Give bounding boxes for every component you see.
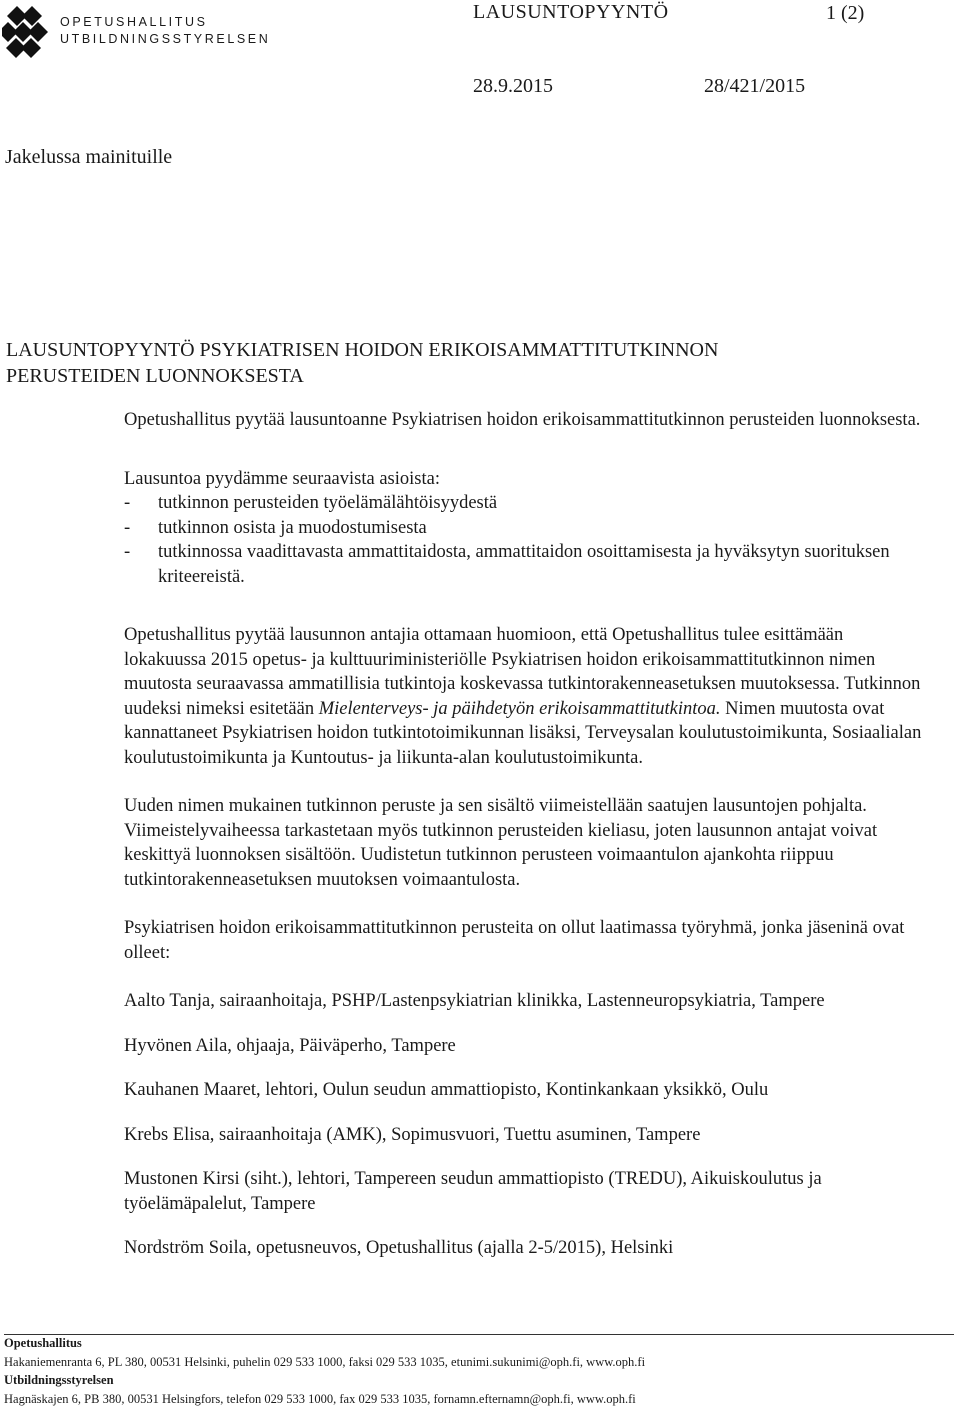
document-type: LAUSUNTOPYYNTÖ: [473, 1, 669, 24]
rename-paragraph: [124, 623, 924, 770]
member-entry: Nordström Soila, opetusneuvos, Opetushallitus (ajalla 2-5/2015), Helsinki: [124, 1236, 924, 1261]
recipient: Jakelussa mainituille: [5, 146, 172, 169]
member-entry: Hyvönen Aila, ohjaaja, Päiväperho, Tampere: [124, 1034, 924, 1059]
member-entry: Aalto Tanja, sairaanhoitaja, PSHP/Lastenpsykiatrian klinikka, Lastenneuropsykiatria, Tampere: [124, 989, 924, 1014]
footer-address-fi: Hakaniemenranta 6, PL 380, 00531 Helsinki, puhelin 029 533 1000, faksi 029 533 1035, etunimi.sukunimi@oph.fi, www.oph.fi: [4, 1353, 954, 1372]
title-line: LAUSUNTOPYYNTÖ PSYKIATRISEN HOIDON ERIKOISAMMATTITUTKINNON: [6, 337, 906, 363]
organization-name-fi: OPETUSHALLITUS: [60, 14, 270, 31]
document-body: [124, 408, 924, 1281]
intro-paragraph: Opetushallitus pyytää lausuntoanne Psykiatrisen hoidon erikoisammattitutkinnon perusteiden luonnoksesta.: [124, 408, 924, 433]
footer-divider: [4, 1334, 954, 1335]
opetushallitus-logo: [2, 4, 56, 64]
organization-name: [60, 14, 270, 48]
reference-number: 28/421/2015: [704, 75, 805, 98]
page-number: 1 (2): [826, 2, 864, 25]
new-degree-name: Mielenterveys- ja päihdetyön erikoisammattitutkintoa.: [319, 699, 721, 719]
footer-org-sv: Utbildningsstyrelsen: [4, 1373, 114, 1387]
list-item: - tutkinnossa vaadittavasta ammattitaidosta, ammattitaidon osoittamisesta ja hyväksytyn suorituksen kriteereistä.: [124, 540, 924, 589]
organization-name-sv: UTBILDNINGSSTYRELSEN: [60, 31, 270, 48]
document-date: 28.9.2015: [473, 75, 553, 98]
document-title: [6, 337, 906, 389]
request-lead: Lausuntoa pyydämme seuraavista asioista:: [124, 467, 924, 492]
list-item: - tutkinnon osista ja muodostumisesta: [124, 516, 924, 541]
working-group-paragraph: Psykiatrisen hoidon erikoisammattitutkinnon perusteita on ollut laatimassa työryhmä, jonka jäseninä ovat olleet:: [124, 916, 924, 965]
page-footer: [4, 1330, 954, 1408]
finalize-paragraph: Uuden nimen mukainen tutkinnon peruste ja sen sisältö viimeistellään saatujen lausuntojen pohjalta. Viimeistelyvaiheessa tarkastetaan myös tutkinnon perusteiden kieliasu, joten lausunnon antajat voivat keskittyä luonnoksen sisältöön. Uudistetun tutkinnon perusteen voimaantulon ajankohta riippuu tutkintorakenneasetuksen muutoksen voimaantulosta.: [124, 794, 924, 892]
footer-org-fi: Opetushallitus: [4, 1336, 82, 1350]
rename-text-end: Nimen muutosta ovat kannattaneet Psykiatrisen hoidon tutkintotoimikunnan lisäksi, Terveysalan koulutustoimikunta, Sosiaalialan koulutustoimikunta ja Kuntoutus- ja liikunta-alan koulutustoimikunta.: [124, 699, 921, 768]
footer-address-sv: Hagnäskajen 6, PB 380, 00531 Helsingfors, telefon 029 533 1000, fax 029 533 1035, fornamn.efternamn@oph.fi, www.oph.fi: [4, 1390, 954, 1408]
list-item: - tutkinnon perusteiden työelämälähtöisyydestä: [124, 491, 924, 516]
request-list: [124, 491, 924, 589]
member-entry: Kauhanen Maaret, lehtori, Oulun seudun ammattiopisto, Kontinkankaan yksikkö, Oulu: [124, 1078, 924, 1103]
rename-text: Opetushallitus pyytää lausunnon antajia ottamaan huomioon, että Opetushallitus tulee esittämään lokakuussa 2015 opetus- ja kulttuuriministeriölle Psykiatrisen hoidon erikoisammattitutkinnon nimen muutosta seuraavassa ammatillisia tutkintoja koskevassa tutkintorakenneasetuksen muutoksessa. Tutkinnon uudeksi nimeksi esitetään: [124, 625, 920, 719]
title-line: PERUSTEIDEN LUONNOKSESTA: [6, 363, 906, 389]
member-entry: Mustonen Kirsi (siht.), lehtori, Tampereen seudun ammattiopisto (TREDU), Aikuiskoulutus ja työelämäpalelut, Tampere: [124, 1167, 924, 1216]
member-entry: Krebs Elisa, sairaanhoitaja (AMK), Sopimusvuori, Tuettu asuminen, Tampere: [124, 1123, 924, 1148]
